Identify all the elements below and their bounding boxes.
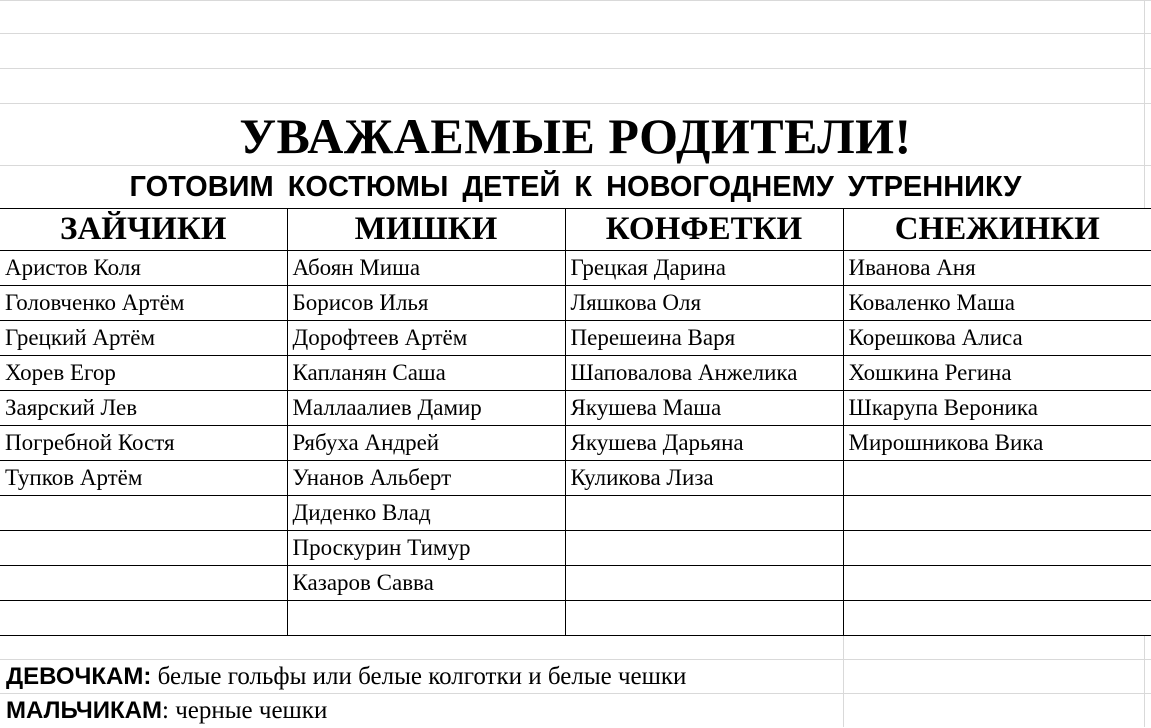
table-row	[0, 601, 1151, 636]
table-cell[interactable]	[565, 601, 843, 636]
table-cell[interactable]: Якушева Маша	[565, 391, 843, 426]
table-cell[interactable]: Тупков Артём	[0, 461, 287, 496]
table-row	[0, 496, 1151, 531]
table-cell[interactable]: Ляшкова Оля	[565, 286, 843, 321]
table-row	[0, 531, 1151, 566]
table-cell[interactable]: Хорев Егор	[0, 356, 287, 391]
table-cell[interactable]	[565, 566, 843, 601]
boys-note	[6, 694, 327, 728]
table-cell[interactable]: Рябуха Андрей	[287, 426, 565, 461]
table-cell[interactable]: Заярский Лев	[0, 391, 287, 426]
gridline	[0, 33, 1151, 34]
table-cell[interactable]	[0, 531, 287, 566]
table-cell[interactable]: Абоян Миша	[287, 251, 565, 286]
boys-note-text: : черные чешки	[162, 697, 328, 724]
table-row	[0, 566, 1151, 601]
table-cell[interactable]: Дорофтеев Артём	[287, 321, 565, 356]
gridline	[0, 0, 1151, 1]
table-cell[interactable]: Казаров Савва	[287, 566, 565, 601]
table-cell[interactable]: Шаповалова Анжелика	[565, 356, 843, 391]
table-cell[interactable]: Корешкова Алиса	[843, 321, 1151, 356]
boys-note-label: МАЛЬЧИКАМ	[6, 697, 162, 724]
table-cell[interactable]	[843, 496, 1151, 531]
table-cell[interactable]: Перешеина Варя	[565, 321, 843, 356]
gridline	[1144, 635, 1145, 727]
girls-note	[6, 660, 686, 694]
costume-groups-table	[0, 208, 1151, 636]
table-cell[interactable]: Аристов Коля	[0, 251, 287, 286]
table-row	[0, 461, 1151, 496]
table-cell[interactable]	[565, 531, 843, 566]
table-row	[0, 321, 1151, 356]
group-header-konfetki[interactable]: КОНФЕТКИ	[565, 209, 843, 251]
table-cell[interactable]: Грецкий Артём	[0, 321, 287, 356]
table-cell[interactable]: Якушева Дарьяна	[565, 426, 843, 461]
page-title: УВАЖАЕМЫЕ РОДИТЕЛИ!	[239, 108, 912, 164]
table-cell[interactable]: Погребной Костя	[0, 426, 287, 461]
table-cell[interactable]: Диденко Влад	[287, 496, 565, 531]
gridline	[0, 165, 1151, 166]
table-cell[interactable]: Борисов Илья	[287, 286, 565, 321]
table-cell[interactable]: Капланян Саша	[287, 356, 565, 391]
group-header-zaychiki[interactable]: ЗАЙЧИКИ	[0, 209, 287, 251]
table-cell[interactable]	[843, 601, 1151, 636]
table-cell[interactable]	[565, 496, 843, 531]
table-cell[interactable]: Головченко Артём	[0, 286, 287, 321]
table-row	[0, 286, 1151, 321]
table-cell[interactable]	[287, 601, 565, 636]
table-cell[interactable]: Коваленко Маша	[843, 286, 1151, 321]
table-row	[0, 251, 1151, 286]
group-header-snezhinki[interactable]: СНЕЖИНКИ	[843, 209, 1151, 251]
table-cell[interactable]	[0, 601, 287, 636]
girls-note-label: ДЕВОЧКАМ:	[6, 663, 152, 690]
table-cell[interactable]	[0, 566, 287, 601]
table-cell[interactable]: Проскурин Тимур	[287, 531, 565, 566]
table-cell[interactable]: Маллаалиев Дамир	[287, 391, 565, 426]
table-cell[interactable]: Унанов Альберт	[287, 461, 565, 496]
table-cell[interactable]	[843, 531, 1151, 566]
table-cell[interactable]: Мирошникова Вика	[843, 426, 1151, 461]
table-cell[interactable]	[843, 461, 1151, 496]
page-subtitle: ГОТОВИМ КОСТЮМЫ ДЕТЕЙ К НОВОГОДНЕМУ УТРЕННИКУ	[129, 171, 1022, 203]
table-cell[interactable]: Шкарупа Вероника	[843, 391, 1151, 426]
table-row	[0, 426, 1151, 461]
gridline	[0, 68, 1151, 69]
table-row	[0, 356, 1151, 391]
table-cell[interactable]: Иванова Аня	[843, 251, 1151, 286]
table-row	[0, 391, 1151, 426]
table-cell[interactable]: Хошкина Регина	[843, 356, 1151, 391]
header-row	[0, 209, 1151, 251]
gridline	[0, 103, 1151, 104]
table-cell[interactable]	[0, 496, 287, 531]
group-header-mishki[interactable]: МИШКИ	[287, 209, 565, 251]
girls-note-text: белые гольфы или белые колготки и белые чешки	[151, 663, 687, 690]
gridline	[843, 635, 844, 727]
table-cell[interactable]: Грецкая Дарина	[565, 251, 843, 286]
table-cell[interactable]	[843, 566, 1151, 601]
table-cell[interactable]: Куликова Лиза	[565, 461, 843, 496]
